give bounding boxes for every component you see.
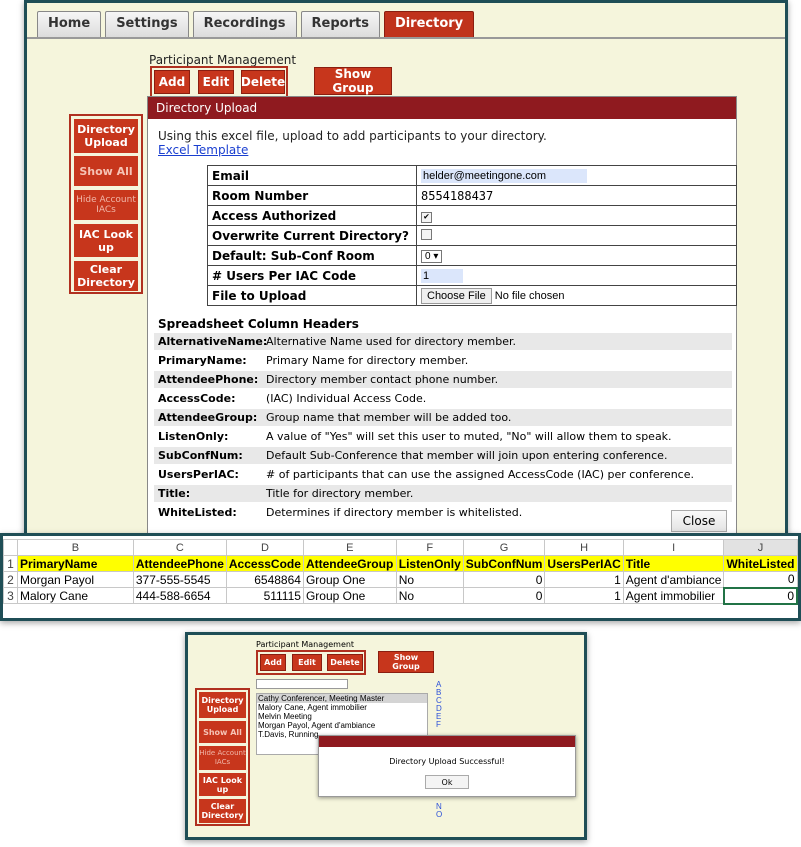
- column-letter[interactable]: H: [545, 540, 623, 556]
- edit-button[interactable]: Edit: [198, 70, 234, 94]
- header-row: [154, 371, 732, 388]
- upload-success-dialog: [318, 735, 576, 797]
- header-desc: # of participants that can use the assigned AccessCode (IAC) per conference.: [266, 468, 694, 481]
- email-field[interactable]: helder@meetingone.com: [421, 169, 587, 183]
- alpha-link[interactable]: B: [436, 688, 442, 697]
- dialog-header-bar: [319, 736, 575, 747]
- excel-template-link[interactable]: Excel Template: [158, 143, 249, 157]
- show-group-button[interactable]: Show Group: [378, 651, 434, 673]
- table-cell[interactable]: Title: [623, 556, 724, 572]
- header-desc: Directory member contact phone number.: [266, 373, 499, 386]
- chevron-down-icon: ▾: [433, 251, 439, 262]
- header-desc: Default Sub-Conference that member will join upon entering conference.: [266, 449, 668, 462]
- tab-home[interactable]: Home: [37, 11, 101, 37]
- header-desc: Determines if directory member is whitelisted.: [266, 506, 523, 519]
- default-subconf-label: Default: Sub-Conf Room: [208, 246, 417, 266]
- iac-look-up-button[interactable]: IAC Look up: [74, 224, 138, 257]
- table-cell[interactable]: 1: [545, 572, 623, 588]
- tab-divider: [27, 37, 785, 39]
- table-cell[interactable]: 0: [724, 572, 797, 588]
- tab-reports[interactable]: Reports: [301, 11, 380, 37]
- alpha-link[interactable]: F: [436, 720, 441, 729]
- table-cell[interactable]: UsersPerIAC: [545, 556, 623, 572]
- header-desc: Group name that member will be added too.: [266, 411, 512, 424]
- table-row: [4, 556, 798, 572]
- table-cell[interactable]: Malory Cane: [18, 588, 134, 604]
- directory-upload-dialog: [147, 96, 737, 536]
- close-button[interactable]: Close: [671, 510, 727, 532]
- dialog-intro: Using this excel file, upload to add participants to your directory.: [158, 129, 547, 143]
- header-key: SubConfNum:: [158, 449, 243, 462]
- table-cell[interactable]: No: [396, 572, 463, 588]
- table-cell[interactable]: SubConfNum: [463, 556, 545, 572]
- delete-button[interactable]: Delete: [241, 70, 285, 94]
- spreadsheet-grid: [3, 539, 798, 605]
- table-cell[interactable]: AccessCode: [226, 556, 303, 572]
- header-key: Title:: [158, 487, 191, 500]
- column-letter[interactable]: B: [18, 540, 134, 556]
- table-cell[interactable]: AttendeePhone: [133, 556, 226, 572]
- access-authorized-checkbox[interactable]: ✔: [421, 212, 432, 223]
- headers-list: [154, 333, 732, 523]
- alpha-link[interactable]: O: [436, 810, 443, 819]
- list-item[interactable]: T.Davis, Running: [258, 730, 319, 739]
- edit-button[interactable]: Edit: [292, 654, 322, 671]
- participant-management-label: Participant Management: [256, 640, 355, 649]
- choose-file-button[interactable]: Choose File: [421, 288, 492, 304]
- show-all-button[interactable]: Show All: [199, 721, 246, 743]
- upload-result-screenshot: [185, 632, 587, 840]
- table-cell[interactable]: Group One: [303, 572, 396, 588]
- access-authorized-label: Access Authorized: [208, 206, 417, 226]
- overwrite-checkbox[interactable]: [421, 229, 432, 240]
- tab-directory[interactable]: Directory: [384, 11, 474, 37]
- header-row: [154, 409, 732, 426]
- header-row: [154, 333, 732, 350]
- table-cell[interactable]: 6548864: [226, 572, 303, 588]
- alphabet-index: [436, 681, 442, 729]
- directory-upload-screenshot: [24, 0, 788, 536]
- hide-account-iacs-button[interactable]: Hide Account IACs: [199, 746, 246, 770]
- header-key: UsersPerIAC:: [158, 468, 239, 481]
- alpha-link[interactable]: C: [436, 696, 442, 705]
- column-letter[interactable]: G: [463, 540, 545, 556]
- column-letter[interactable]: I: [623, 540, 724, 556]
- show-group-button[interactable]: Show Group: [314, 67, 392, 95]
- header-row: [154, 447, 732, 464]
- alpha-link[interactable]: D: [436, 704, 442, 713]
- headers-title: Spreadsheet Column Headers: [158, 317, 359, 331]
- hide-account-iacs-button[interactable]: Hide Account IACs: [74, 190, 138, 220]
- email-label: Email: [208, 166, 417, 186]
- add-button[interactable]: Add: [260, 654, 286, 671]
- spreadsheet-screenshot: [0, 533, 801, 621]
- header-desc: Title for directory member.: [266, 487, 414, 500]
- clear-directory-button[interactable]: Clear Directory: [199, 799, 246, 823]
- tab-recordings[interactable]: Recordings: [193, 11, 297, 37]
- table-cell[interactable]: ListenOnly: [396, 556, 463, 572]
- search-input[interactable]: [256, 679, 348, 689]
- column-letter[interactable]: J: [724, 540, 797, 556]
- list-item[interactable]: Melvin Meeting: [258, 712, 312, 721]
- table-cell[interactable]: PrimaryName: [18, 556, 134, 572]
- delete-button[interactable]: Delete: [327, 654, 363, 671]
- room-number-value: 8554188437: [417, 186, 737, 206]
- no-file-text: No file chosen: [494, 289, 565, 302]
- column-letters-row: [4, 540, 798, 556]
- room-number-label: Room Number: [208, 186, 417, 206]
- header-desc: (IAC) Individual Access Code.: [266, 392, 427, 405]
- list-item[interactable]: Cathy Conferencer, Meeting Master: [257, 694, 427, 703]
- selected-cell[interactable]: 0: [724, 588, 797, 604]
- table-cell[interactable]: Agent immobilier: [623, 588, 724, 604]
- alpha-link[interactable]: E: [436, 712, 442, 721]
- column-letter[interactable]: F: [396, 540, 463, 556]
- header-row: [154, 485, 732, 502]
- show-all-button[interactable]: Show All: [74, 156, 138, 186]
- table-row: [4, 588, 798, 604]
- users-per-iac-label: # Users Per IAC Code: [208, 266, 417, 286]
- overwrite-label: Overwrite Current Directory?: [208, 226, 417, 246]
- column-letter[interactable]: C: [133, 540, 226, 556]
- table-cell[interactable]: WhiteListed: [724, 556, 797, 572]
- header-key: AccessCode:: [158, 392, 236, 405]
- tab-bar: [37, 11, 474, 37]
- table-cell[interactable]: 0: [463, 588, 545, 604]
- list-item[interactable]: Morgan Payol, Agent d'ambiance: [258, 721, 376, 730]
- clear-directory-button[interactable]: Clear Directory: [74, 261, 138, 291]
- ok-button[interactable]: Ok: [425, 775, 469, 789]
- table-cell[interactable]: 444-588-6654: [133, 588, 226, 604]
- header-key: AttendeePhone:: [158, 373, 259, 386]
- table-cell[interactable]: 377-555-5545: [133, 572, 226, 588]
- list-item[interactable]: Malory Cane, Agent immobilier: [258, 703, 367, 712]
- header-row: [154, 466, 732, 483]
- header-desc: A value of "Yes" will set this user to muted, "No" will allow them to speak.: [266, 430, 672, 443]
- table-cell[interactable]: Agent d'ambiance: [623, 572, 724, 588]
- row-number[interactable]: 2: [4, 572, 18, 588]
- row-number[interactable]: 3: [4, 588, 18, 604]
- header-key: ListenOnly:: [158, 430, 229, 443]
- table-cell[interactable]: AttendeeGroup: [303, 556, 396, 572]
- alpha-link[interactable]: A: [436, 680, 442, 689]
- iac-look-up-button[interactable]: IAC Look up: [199, 773, 246, 796]
- alpha-link[interactable]: N: [436, 802, 442, 811]
- participant-management-label: Participant Management: [149, 53, 297, 67]
- table-cell[interactable]: 511115: [226, 588, 303, 604]
- header-desc: Alternative Name used for directory member.: [266, 335, 517, 348]
- table-cell[interactable]: Group One: [303, 588, 396, 604]
- file-to-upload-label: File to Upload: [208, 286, 417, 306]
- users-per-iac-field[interactable]: 1: [421, 269, 463, 283]
- table-cell[interactable]: No: [396, 588, 463, 604]
- header-row: [154, 428, 732, 445]
- alphabet-index-lower: [436, 803, 442, 819]
- tab-settings[interactable]: Settings: [105, 11, 188, 37]
- table-cell[interactable]: 0: [463, 572, 545, 588]
- directory-upload-button[interactable]: Directory Upload: [74, 119, 138, 153]
- upload-form: [207, 165, 737, 306]
- dialog-title: Directory Upload: [148, 97, 736, 119]
- header-row: [154, 390, 732, 407]
- add-button[interactable]: Add: [154, 70, 190, 94]
- header-row: [154, 352, 732, 369]
- directory-upload-button[interactable]: Directory Upload: [199, 692, 246, 718]
- default-subconf-value: 0: [425, 251, 431, 262]
- header-key: AttendeeGroup:: [158, 411, 258, 424]
- default-subconf-select[interactable]: [421, 250, 442, 263]
- table-cell[interactable]: Morgan Payol: [18, 572, 134, 588]
- corner-cell: [4, 540, 18, 556]
- success-message: Directory Upload Successful!: [389, 757, 505, 766]
- table-cell[interactable]: 1: [545, 588, 623, 604]
- header-key: PrimaryName:: [158, 354, 247, 367]
- table-row: [4, 572, 798, 588]
- header-key: AlternativeName:: [158, 335, 268, 348]
- header-key: WhiteListed:: [158, 506, 237, 519]
- column-letter[interactable]: D: [226, 540, 303, 556]
- row-number[interactable]: 1: [4, 556, 18, 572]
- column-letter[interactable]: E: [303, 540, 396, 556]
- header-desc: Primary Name for directory member.: [266, 354, 469, 367]
- header-row: [154, 504, 732, 521]
